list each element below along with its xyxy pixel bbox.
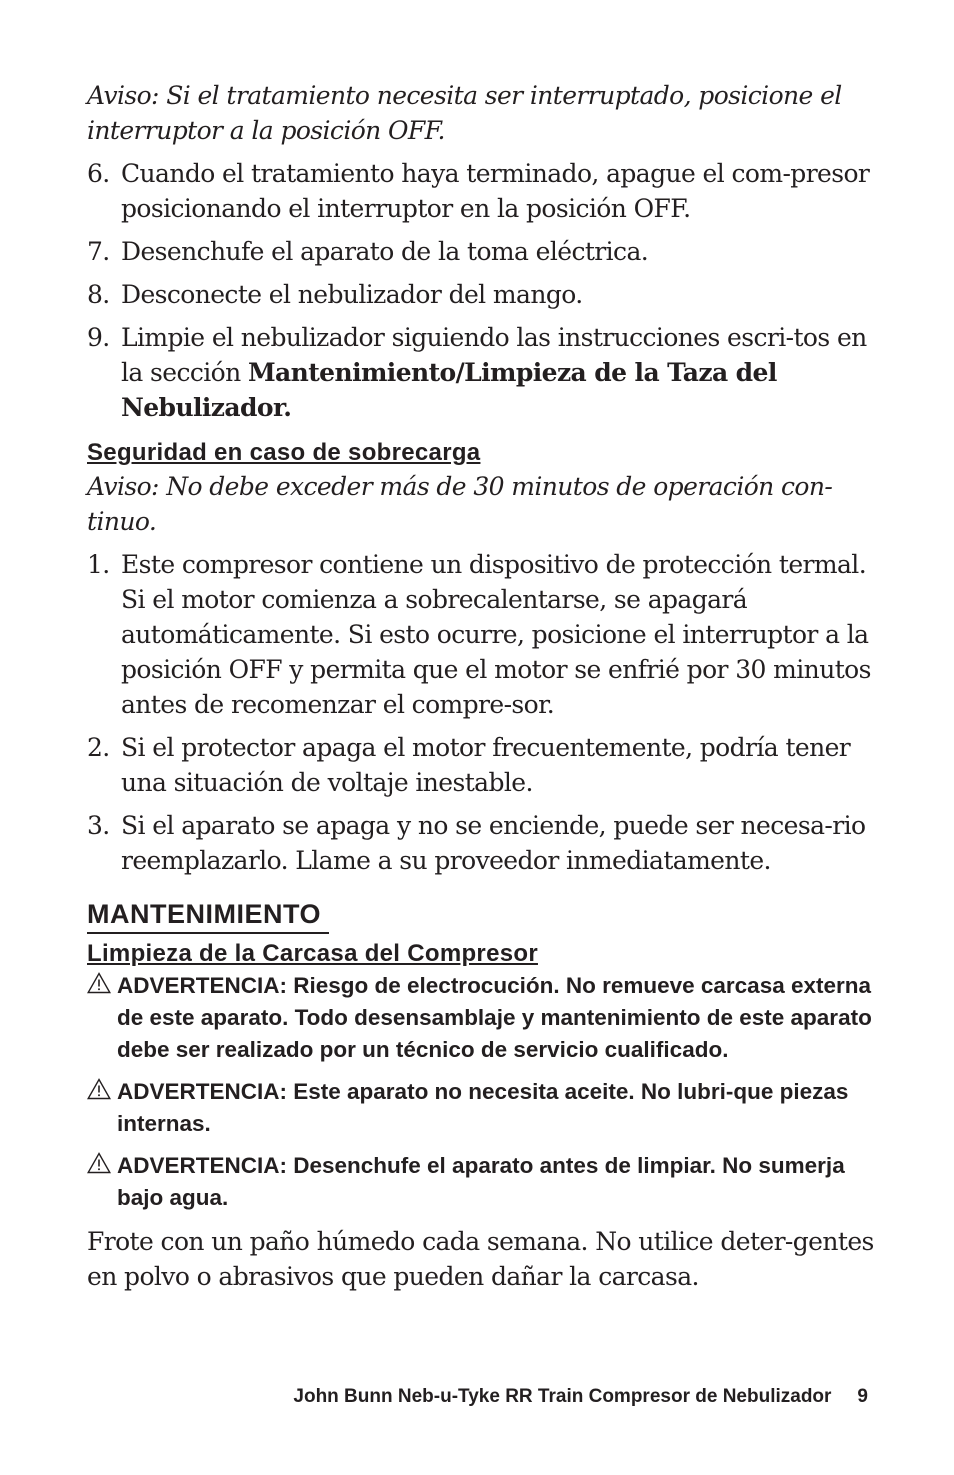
page-number: 9: [857, 1386, 868, 1407]
list-item: [87, 156, 877, 226]
footer-title: John Bunn Neb-u-Tyke RR Train Compresor de Nebulizador: [293, 1386, 832, 1407]
warning-item: [87, 1150, 877, 1214]
step-number: 9.: [87, 323, 110, 352]
step-number: 8.: [87, 280, 110, 309]
step-text: Si el aparato se apaga y no se enciende, puede ser necesa-rio reemplazarlo. Llame a su proveedor inmediatamente.: [121, 811, 866, 875]
list-item: [87, 730, 877, 800]
step-text: Limpie el nebulizador siguiendo las instrucciones escri-tos en la sección: [121, 323, 867, 387]
warning-text: ADVERTENCIA: Desenchufe el aparato antes de limpiar. No sumerja bajo agua.: [117, 1153, 845, 1210]
step-text: Este compresor contiene un dispositivo de protección termal. Si el motor comienza a sobrecalentarse, se apagará automáticamente. Si esto ocurre, posicione el interruptor a la posición OFF y permita que el motor se enfrié por 30 minutos antes de recomenzar el compre-sor.: [121, 550, 871, 719]
warning-triangle-icon: [87, 1152, 111, 1174]
warning-text: ADVERTENCIA: Este aparato no necesita aceite. No lubri-que piezas internas.: [117, 1079, 849, 1136]
page-footer: [200, 1386, 868, 1408]
cleaning-instructions: Frote con un paño húmedo cada semana. No utilice deter-gentes en polvo o abrasivos que pueden dañar la carcasa.: [87, 1227, 874, 1291]
list-item: [87, 277, 877, 312]
list-item: [87, 320, 877, 425]
steps-list-overload: [87, 547, 877, 878]
list-item: [87, 547, 877, 722]
housing-cleaning-heading: Limpieza de la Carcasa del Compresor: [87, 940, 538, 967]
warning-triangle-icon: [87, 972, 111, 994]
step-number: 7.: [87, 237, 110, 266]
step-number: 1.: [87, 550, 110, 579]
page-content: [87, 78, 877, 1294]
overload-heading: Seguridad en caso de sobrecarga: [87, 439, 481, 466]
step-text: Si el protector apaga el motor frecuentemente, podría tener una situación de voltaje inestable.: [121, 733, 851, 797]
step-text: Desenchufe el aparato de la toma eléctrica.: [121, 237, 649, 266]
warning-item: [87, 1076, 877, 1140]
warning-text: ADVERTENCIA: Riesgo de electrocución. No remueve carcasa externa de este aparato. Todo desensamblaje y mantenimiento de este aparato debe ser realizado por un técnico de servicio cualificado.: [117, 973, 872, 1062]
step-number: 2.: [87, 733, 110, 762]
treatment-note: Aviso: Si el tratamiento necesita ser interruptado, posicione el interruptor a la posición OFF.: [87, 81, 842, 145]
list-item: [87, 234, 877, 269]
step-number: 3.: [87, 811, 110, 840]
warning-triangle-icon: [87, 1078, 111, 1100]
warning-item: [87, 970, 877, 1066]
maintenance-heading: MANTENIMIENTO: [87, 896, 329, 934]
list-item: [87, 808, 877, 878]
step-bold-reference: Mantenimiento/Limpieza de la Taza del Nebulizador.: [121, 358, 777, 422]
steps-list-a: [87, 156, 877, 425]
step-text: Desconecte el nebulizador del mango.: [121, 280, 583, 309]
step-number: 6.: [87, 159, 110, 188]
step-text: Cuando el tratamiento haya terminado, apague el com-presor posicionando el interruptor en la posición OFF.: [121, 159, 870, 223]
overload-note: Aviso: No debe exceder más de 30 minutos de operación con-tinuo.: [87, 472, 833, 536]
